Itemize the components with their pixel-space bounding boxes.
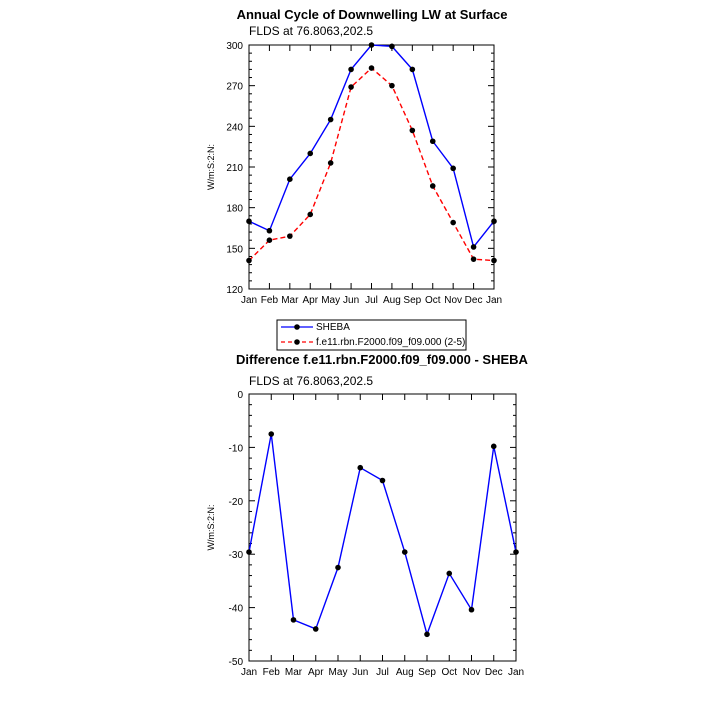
- y-tick-label: 270: [226, 81, 243, 93]
- x-tick-label: Sep: [403, 295, 422, 306]
- plot-frame: [249, 45, 494, 289]
- x-tick-label: Jan: [507, 667, 525, 678]
- data-point: [410, 128, 416, 134]
- x-tick-label: Jan: [485, 295, 503, 306]
- legend-marker-sheba: [294, 324, 300, 330]
- y-tick-label: -30: [228, 550, 243, 562]
- y-tick-label: -50: [228, 657, 243, 668]
- x-tick-label: Mar: [281, 295, 299, 306]
- legend-label-model: f.e11.rbn.F2000.f09_f09.000 (2-5): [316, 337, 466, 348]
- data-point: [369, 42, 375, 48]
- y-axis-label: W/m:S:2:N:: [206, 143, 216, 191]
- data-point: [430, 183, 436, 189]
- data-point: [513, 549, 519, 555]
- chart-subtitle: FLDS at 76.8063,202.5: [249, 24, 374, 38]
- y-tick-label: -10: [228, 443, 243, 455]
- data-point: [491, 258, 497, 264]
- x-tick-label: Feb: [262, 667, 280, 678]
- data-point: [307, 212, 313, 218]
- top-legend: [277, 320, 466, 350]
- data-point: [246, 218, 252, 224]
- bottom-chart: [206, 352, 529, 678]
- x-tick-label: Sep: [418, 667, 436, 678]
- data-point: [430, 138, 436, 144]
- x-tick-label: Dec: [464, 295, 483, 306]
- data-point: [335, 565, 341, 571]
- y-tick-label: 120: [226, 285, 243, 296]
- top-chart: [206, 7, 507, 350]
- data-point: [287, 233, 293, 239]
- data-point: [267, 237, 273, 243]
- legend-marker-model: [294, 339, 300, 345]
- data-point: [348, 84, 354, 90]
- y-axis-label: W/m:S:2:N:: [206, 504, 216, 551]
- x-tick-label: Aug: [395, 667, 414, 678]
- x-tick-label: Aug: [383, 295, 401, 306]
- x-tick-label: Jul: [376, 667, 389, 678]
- data-point: [402, 549, 408, 555]
- x-tick-label: Apr: [307, 667, 324, 678]
- data-point: [450, 220, 456, 226]
- series-line-0: [249, 45, 494, 247]
- data-point: [313, 626, 319, 632]
- data-point: [328, 117, 334, 123]
- data-point: [307, 151, 313, 157]
- data-point: [287, 176, 293, 182]
- y-tick-label: 150: [226, 244, 243, 256]
- x-tick-label: Jan: [240, 667, 258, 678]
- data-point: [410, 67, 416, 73]
- chart-subtitle: FLDS at 76.8063,202.5: [249, 374, 374, 388]
- x-tick-label: Jan: [240, 295, 258, 306]
- data-point: [268, 431, 274, 437]
- series-line-0: [249, 434, 516, 634]
- data-point: [491, 218, 497, 224]
- top-plot-lines: [246, 42, 497, 263]
- chart-title: Difference f.e11.rbn.F2000.f09_f09.000 - SHEBA: [236, 352, 528, 367]
- x-tick-label: Oct: [441, 667, 458, 678]
- x-tick-label: Mar: [284, 667, 303, 678]
- chart-title: Annual Cycle of Downwelling LW at Surface: [236, 7, 508, 22]
- data-point: [389, 44, 395, 50]
- data-point: [246, 258, 252, 264]
- y-tick-label: 180: [226, 203, 243, 215]
- data-point: [450, 166, 456, 172]
- data-point: [471, 256, 477, 262]
- legend-label-sheba: SHEBA: [316, 322, 350, 333]
- x-tick-label: Oct: [424, 295, 441, 306]
- data-point: [357, 465, 363, 471]
- y-tick-label: -40: [228, 603, 243, 615]
- x-tick-label: Jun: [343, 295, 360, 306]
- y-tick-label: 0: [237, 390, 243, 401]
- x-tick-label: Nov: [462, 667, 481, 678]
- bottom-axes: [206, 390, 524, 678]
- data-point: [380, 478, 386, 484]
- data-point: [328, 160, 334, 166]
- data-point: [446, 571, 452, 577]
- data-point: [469, 607, 475, 613]
- y-tick-label: 210: [226, 163, 243, 174]
- x-tick-label: Feb: [260, 295, 279, 306]
- plot-frame: [249, 394, 516, 661]
- data-point: [389, 83, 395, 89]
- data-point: [471, 244, 477, 250]
- x-tick-label: Jun: [352, 667, 369, 678]
- bottom-plot-lines: [246, 431, 519, 637]
- x-tick-label: May: [328, 667, 348, 678]
- data-point: [246, 549, 252, 555]
- y-tick-label: 300: [226, 41, 243, 52]
- x-tick-label: Dec: [484, 667, 503, 678]
- x-tick-label: Nov: [444, 295, 463, 306]
- data-point: [291, 617, 297, 623]
- x-tick-label: Apr: [302, 295, 319, 306]
- y-tick-label: 240: [226, 122, 243, 134]
- x-tick-label: May: [321, 295, 341, 306]
- data-point: [348, 67, 354, 73]
- top-axes: [206, 41, 502, 306]
- data-point: [424, 632, 430, 638]
- x-tick-label: Jul: [365, 295, 378, 306]
- series-line-1: [249, 68, 494, 260]
- data-point: [491, 444, 497, 450]
- y-tick-label: -20: [228, 496, 243, 508]
- data-point: [369, 65, 375, 71]
- data-point: [267, 228, 273, 234]
